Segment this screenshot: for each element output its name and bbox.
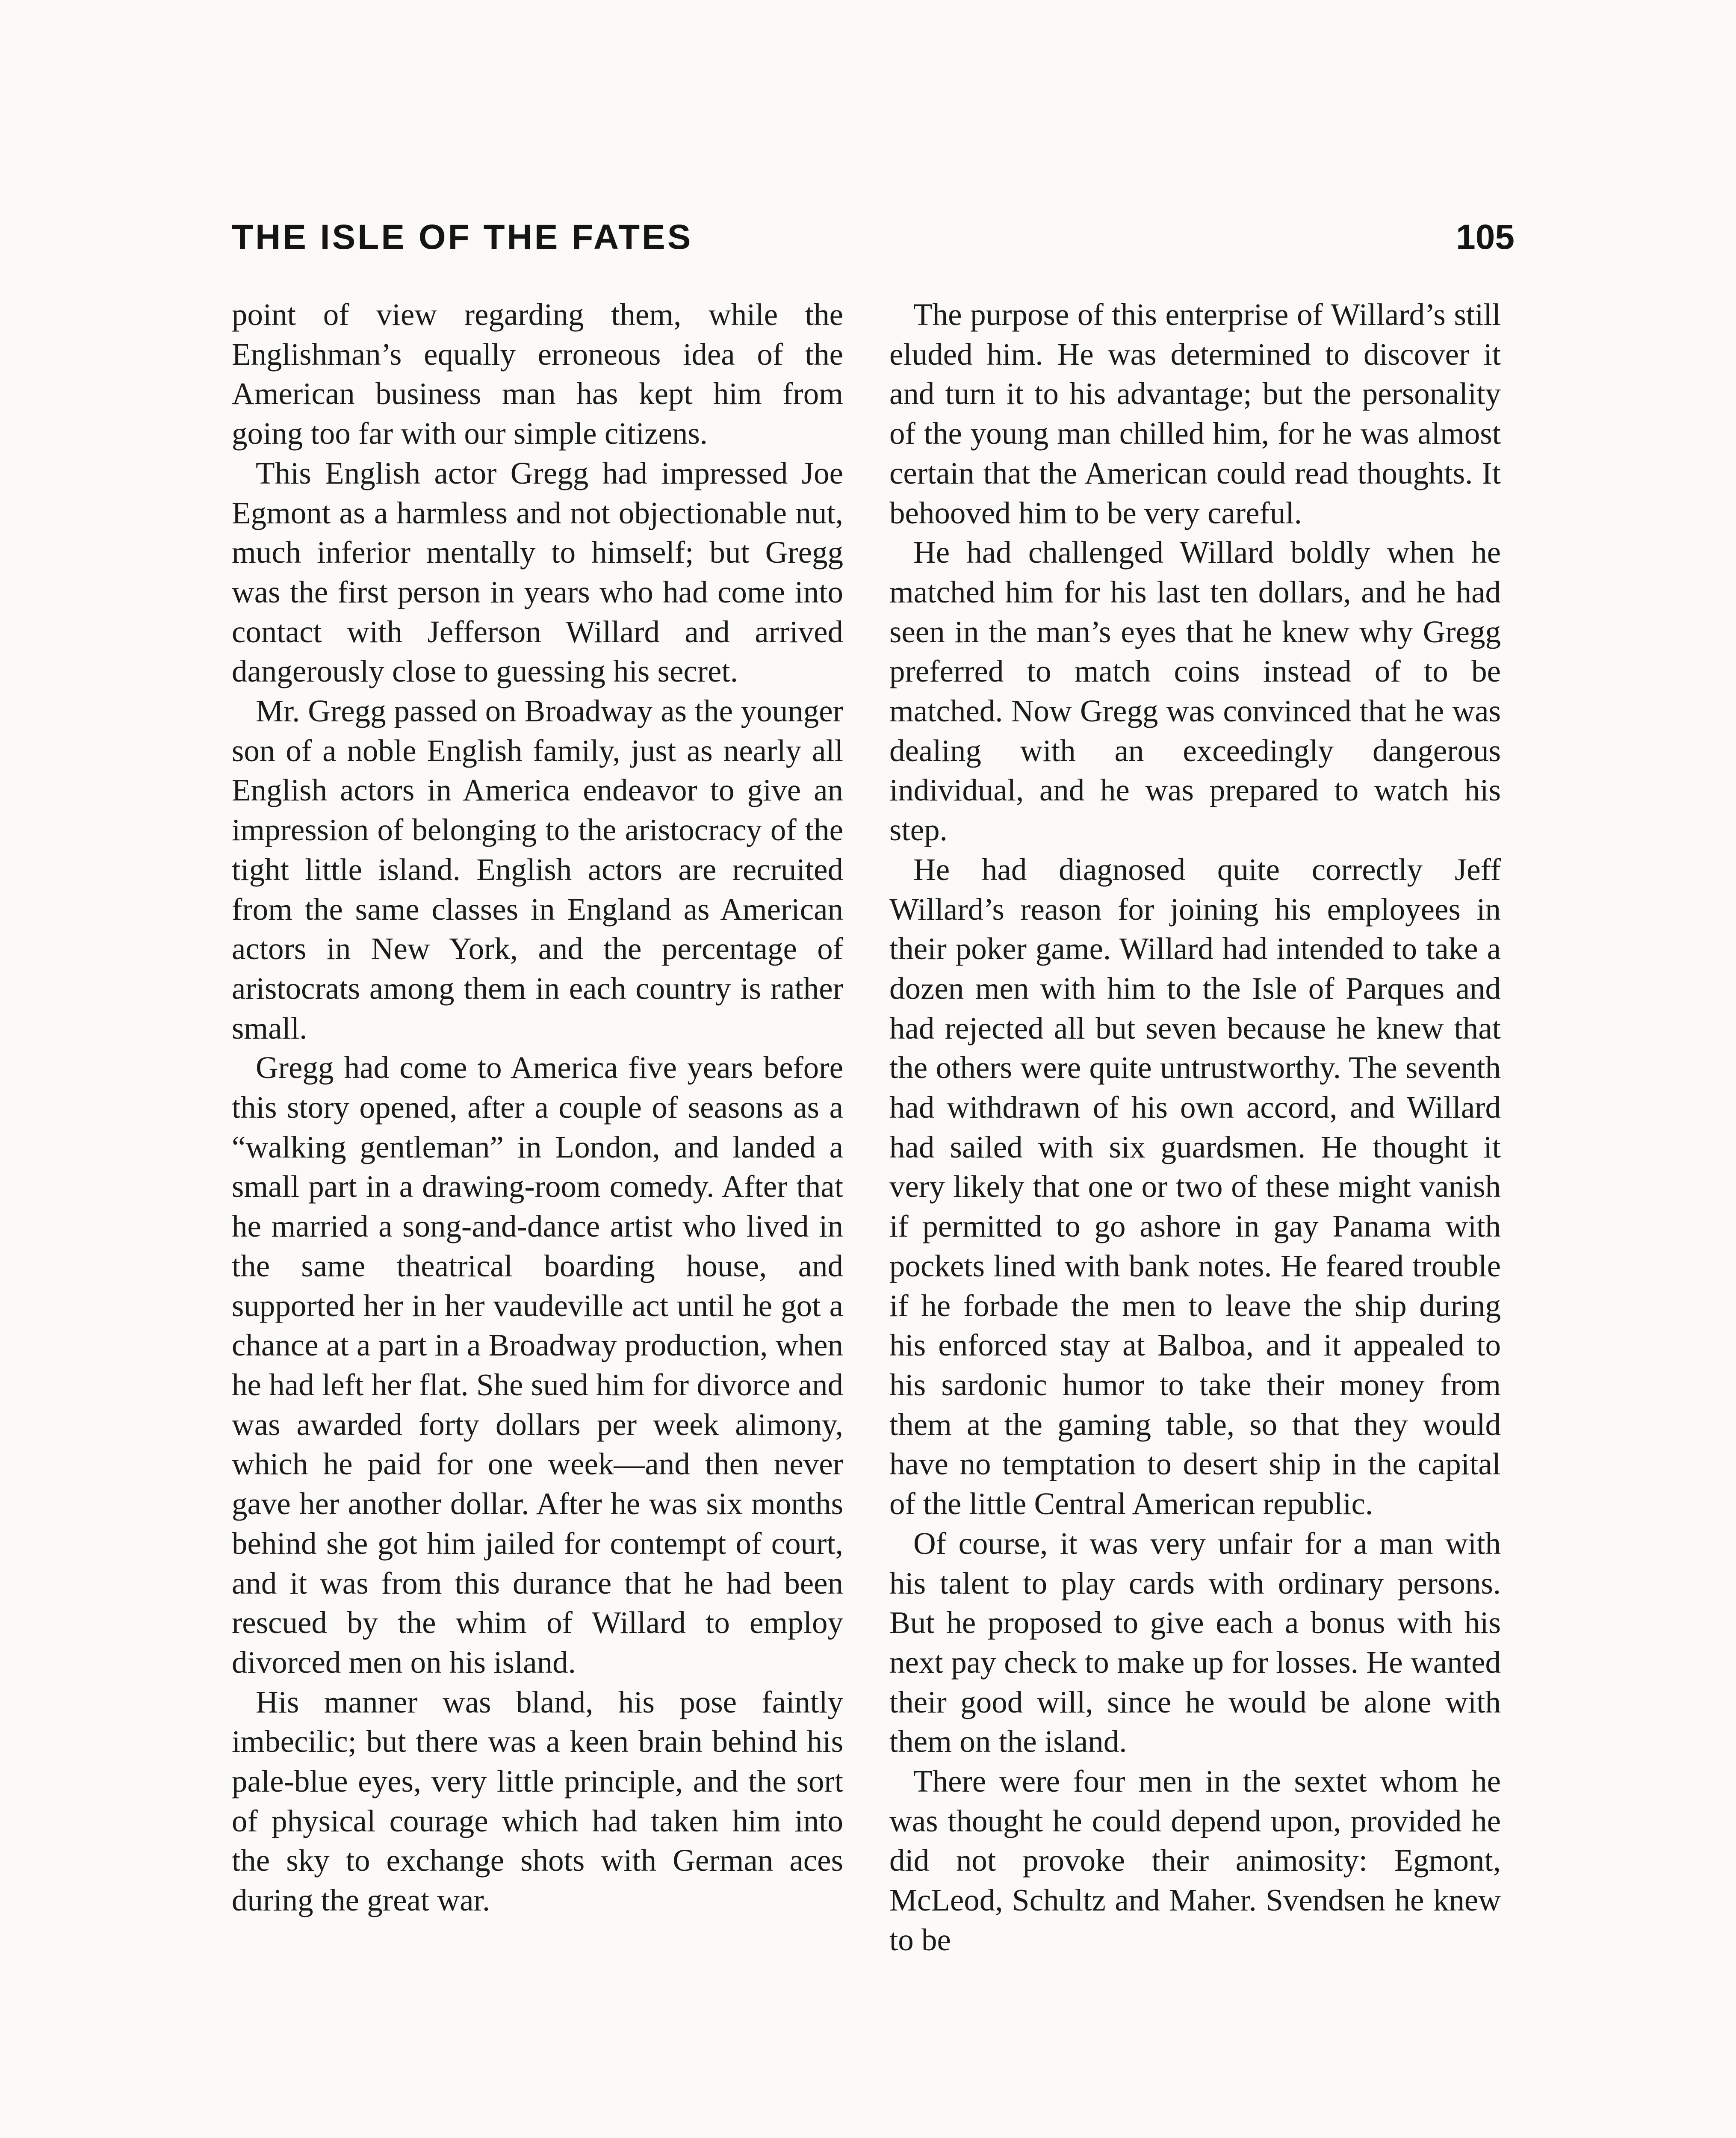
paragraph: point of view regarding them, while the Englishman’s equally erroneous idea of the American business man has kept him from going too far with our simple citizens. bbox=[232, 297, 843, 451]
paragraph: Gregg had come to America five years before this story opened, after a couple of seasons as a “walking gentleman” in London, and landed a small part in a drawing-room comedy. After that he married a song-and-dance artist who lived in the same theatrical boarding house, and supported her in her vaudeville act until he got a chance at a part in a Broadway production, when he had left her flat. She sued him for divorce and was awarded forty dollars per week alimony, which he paid for one week—and then never gave her another dollar. After he was six months behind she got him jailed for contempt of court, and it was from this durance that he had been rescued by the whim of Willard to employ divorced men on his island. bbox=[232, 1050, 843, 1680]
text-column-right bbox=[889, 295, 1501, 2138]
running-title: THE ISLE OF THE FATES bbox=[232, 218, 693, 257]
paragraph: His manner was bland, his pose faintly imbecilic; but there was a keen brain behind his pale-blue eyes, very little principle, and the sort of physical courage which had taken him into the sky to exchange shots with German aces during the great war. bbox=[232, 1684, 843, 1918]
paragraph: There were four men in the sextet whom he was thought he could depend upon, provided he did not provoke their animosity: Egmont, McLeod, Schultz and Maher. Svendsen he knew to be bbox=[889, 1764, 1501, 1957]
paragraph: The purpose of this enterprise of Willard’s still eluded him. He was determined to discover it and turn it to his advantage; but the personality of the young man chilled him, for he was almost certain that the American could read thoughts. It behooved him to be very careful. bbox=[889, 297, 1501, 530]
paragraph: Of course, it was very unfair for a man with his talent to play cards with ordinary persons. But he proposed to give each a bonus with his next pay check to make up for losses. He wanted their good will, since he would be alone with them on the island. bbox=[889, 1526, 1501, 1759]
paragraph: This English actor Gregg had impressed Joe Egmont as a harmless and not objectionable nut, much inferior mentally to himself; but Gregg was the first person in years who had come into contact with Jefferson Willard and arrived dangerously close to guessing his secret. bbox=[232, 455, 843, 689]
paragraph: He had diagnosed quite correctly Jeff Willard’s reason for joining his employees in their poker game. Willard had intended to take a dozen men with him to the Isle of Parques and had rejected all but seven because he knew that the others were quite untrustworthy. The seventh had withdrawn of his own accord, and Willard had sailed with six guardsmen. He thought it very likely that one or two of these might vanish if permitted to go ashore in gay Panama with pockets lined with bank notes. He feared trouble if he forbade the men to leave the ship during his enforced stay at Balboa, and it appealed to his sardonic humor to take their money from them at the gaming table, so that they would have no temptation to desert ship in the capital of the little Central American republic. bbox=[889, 852, 1501, 1521]
paragraph: He had challenged Willard boldly when he matched him for his last ten dollars, and he had seen in the man’s eyes that he knew why Gregg preferred to match coins instead of to be matched. Now Gregg was convinced that he was dealing with an exceedingly dangerous individual, and he was prepared to watch his step. bbox=[889, 535, 1501, 848]
running-head bbox=[232, 214, 1515, 261]
paragraph: Mr. Gregg passed on Broadway as the younger son of a noble English family, just as nearly all English actors in America endeavor to give an impression of belonging to the aristocracy of the tight little island. English actors are recruited from the same classes in England as American actors in New York, and the percentage of aristocrats among them in each country is rather small. bbox=[232, 694, 843, 1045]
page-number: 105 bbox=[1456, 218, 1515, 257]
text-column-left bbox=[232, 295, 843, 2138]
